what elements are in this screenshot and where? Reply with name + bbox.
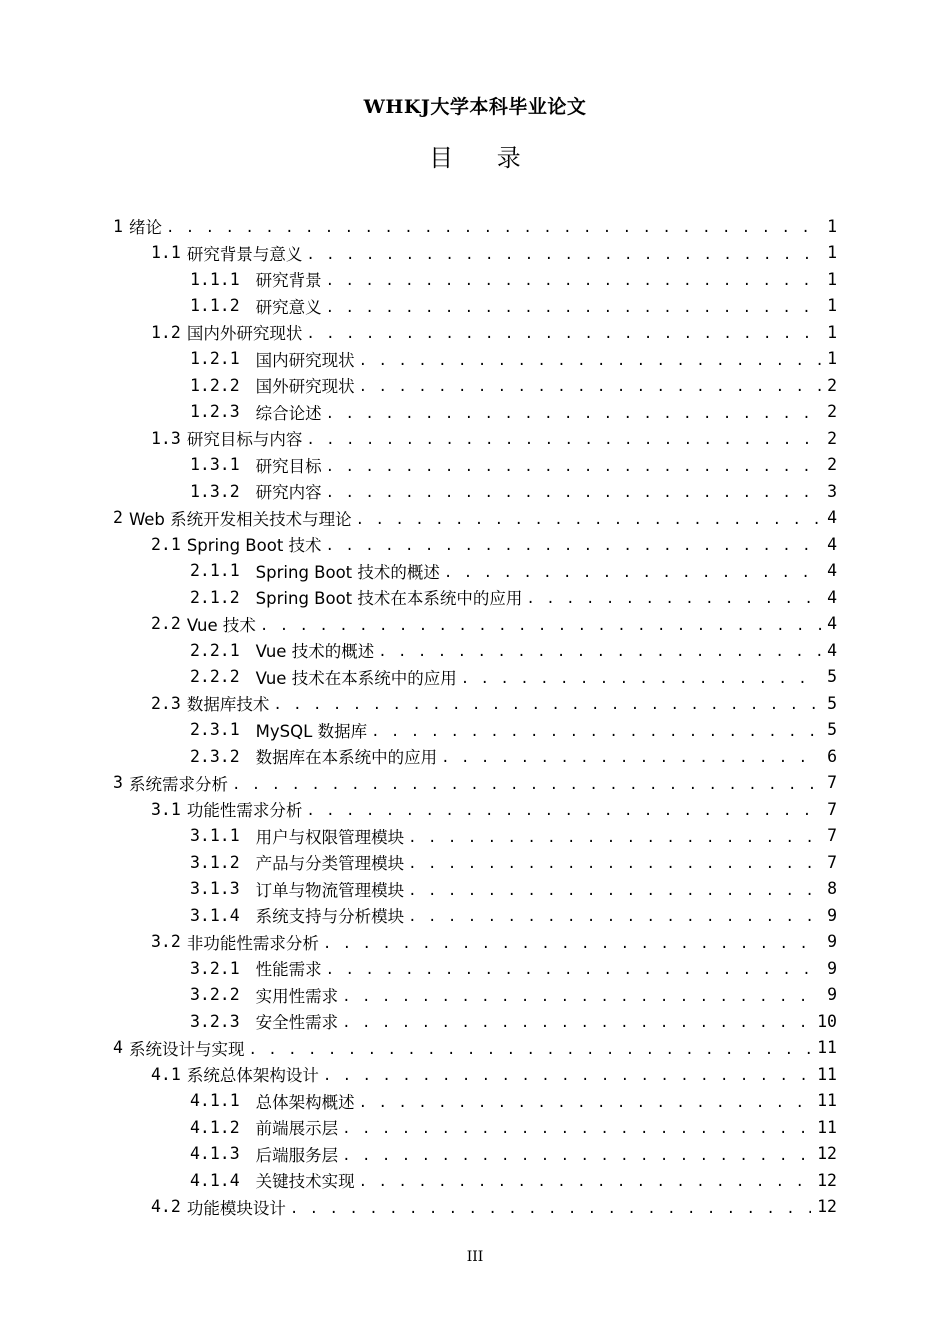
toc-entry-number: 2 bbox=[113, 508, 123, 527]
toc-entry-label: Spring Boot 技术的概述 bbox=[255, 562, 440, 582]
toc-entry[interactable] bbox=[151, 319, 837, 345]
toc-leader-dots bbox=[326, 399, 821, 425]
toc-leader-dots bbox=[323, 1061, 811, 1087]
toc-entry[interactable] bbox=[190, 1008, 837, 1034]
toc-entry[interactable] bbox=[190, 293, 837, 319]
toc-entry[interactable] bbox=[190, 346, 837, 372]
toc-entry-page: 11 bbox=[817, 1038, 837, 1057]
toc-leader-dots bbox=[342, 1114, 811, 1140]
toc-entry-label: Vue 技术 bbox=[186, 615, 256, 635]
toc-entry-page: 9 bbox=[827, 905, 837, 925]
toc-entry-label: Spring Boot 技术在本系统中的应用 bbox=[255, 589, 523, 608]
toc-entry[interactable] bbox=[190, 1167, 837, 1193]
toc-entry-label: 功能性需求分析 bbox=[186, 801, 303, 820]
toc-entry-number: 2.3 bbox=[151, 693, 181, 713]
toc-entry-number: 2.2.1 bbox=[190, 640, 240, 660]
toc-entry[interactable] bbox=[190, 1141, 837, 1167]
toc-entry[interactable] bbox=[190, 982, 837, 1008]
toc-entry[interactable] bbox=[190, 717, 837, 743]
toc-entry-label: 后端服务层 bbox=[255, 1145, 339, 1165]
toc-entry[interactable] bbox=[190, 1114, 837, 1140]
toc-entry-page: 4 bbox=[827, 534, 837, 554]
toc-entry-number: 3.2.2 bbox=[190, 985, 240, 1004]
toc-leader-dots bbox=[371, 717, 821, 743]
toc-entry-label: 系统支持与分析模块 bbox=[255, 907, 405, 926]
toc-entry-page: 10 bbox=[817, 1011, 837, 1031]
toc-entry-number: 3.2.1 bbox=[190, 958, 240, 978]
toc-entry[interactable] bbox=[113, 770, 837, 796]
toc-entry[interactable] bbox=[190, 399, 837, 425]
toc-entry-label: MySQL 数据库 bbox=[255, 721, 368, 741]
toc-entry-label: 研究意义 bbox=[255, 297, 322, 317]
toc-entry[interactable] bbox=[151, 929, 837, 955]
toc-entry[interactable] bbox=[190, 876, 837, 902]
toc-entry[interactable] bbox=[190, 372, 837, 398]
toc-entry-page: 11 bbox=[817, 1091, 837, 1110]
toc-entry[interactable] bbox=[190, 849, 837, 875]
toc-entry-number: 1.2 bbox=[151, 322, 181, 342]
toc-entry-page: 4 bbox=[827, 508, 837, 527]
toc-leader-dots bbox=[408, 902, 821, 928]
toc-entry[interactable] bbox=[151, 240, 837, 266]
toc-entry-page: 5 bbox=[827, 667, 837, 686]
toc-leader-dots bbox=[248, 1035, 811, 1061]
toc-leader-dots bbox=[378, 637, 821, 663]
toc-entry-number: 4.1.3 bbox=[190, 1144, 240, 1163]
toc-entry[interactable] bbox=[151, 531, 837, 557]
toc-leader-dots bbox=[359, 346, 821, 372]
toc-entry-page: 9 bbox=[827, 958, 837, 978]
toc-entry-page: 4 bbox=[827, 587, 837, 607]
toc-entry-page: 1 bbox=[827, 269, 837, 289]
toc-entry-label: 国内研究现状 bbox=[255, 350, 355, 370]
toc-leader-dots bbox=[326, 478, 821, 504]
toc-entry-number: 2.3.2 bbox=[190, 746, 240, 766]
toc-entry-label: 研究内容 bbox=[255, 483, 322, 502]
toc-entry-page: 1 bbox=[827, 216, 837, 236]
toc-entry-label: 研究背景与意义 bbox=[186, 244, 303, 264]
toc-entry-number: 1.2.1 bbox=[190, 349, 240, 368]
toc-entry-number: 1.1.1 bbox=[190, 269, 240, 289]
toc-entry-number: 3 bbox=[113, 773, 123, 792]
toc-entry-label: 非功能性需求分析 bbox=[186, 933, 319, 953]
toc-entry-number: 4 bbox=[113, 1038, 123, 1057]
toc-entry-page: 11 bbox=[817, 1064, 837, 1084]
toc-entry-page: 5 bbox=[827, 693, 837, 713]
toc-leader-dots bbox=[444, 558, 821, 584]
toc-entry[interactable] bbox=[190, 266, 837, 292]
toc-entry-page: 2 bbox=[827, 375, 837, 395]
toc-entry-label: 产品与分类管理模块 bbox=[255, 854, 405, 873]
toc-leader-dots bbox=[359, 1167, 811, 1193]
toc-entry-label: Web 系统开发相关技术与理论 bbox=[128, 509, 352, 529]
toc-leader-dots bbox=[342, 1141, 811, 1167]
toc-entry-number: 2.3.1 bbox=[190, 720, 240, 739]
toc-leader-dots bbox=[461, 664, 821, 690]
toc-entry[interactable] bbox=[190, 743, 837, 769]
toc-leader-dots bbox=[408, 849, 821, 875]
toc-entry-page: 2 bbox=[827, 455, 837, 474]
toc-leader-dots bbox=[290, 1194, 811, 1220]
toc-entry[interactable] bbox=[190, 584, 837, 610]
toc-entry[interactable] bbox=[190, 902, 837, 928]
toc-entry-page: 3 bbox=[827, 481, 837, 501]
toc-entry-page: 2 bbox=[827, 428, 837, 448]
toc-entry-number: 4.1 bbox=[151, 1064, 181, 1084]
toc-leader-dots bbox=[326, 955, 821, 981]
toc-entry-page: 7 bbox=[827, 826, 837, 845]
toc-entry-page: 12 bbox=[817, 1144, 837, 1163]
toc-leader-dots bbox=[342, 982, 821, 1008]
toc-entry-page: 9 bbox=[827, 985, 837, 1004]
toc-entry-number: 1.3.2 bbox=[190, 481, 240, 501]
toc-leader-dots bbox=[326, 531, 822, 557]
toc-title: 目 录 bbox=[429, 144, 539, 172]
page-number: III bbox=[466, 1249, 484, 1265]
toc-entry-page: 6 bbox=[827, 746, 837, 766]
toc-entry[interactable] bbox=[190, 955, 837, 981]
toc-entry-number: 1.3.1 bbox=[190, 455, 240, 474]
toc-entry-label: 综合论述 bbox=[255, 403, 322, 423]
toc-leader-dots bbox=[306, 425, 821, 451]
toc-leader-dots bbox=[166, 213, 821, 239]
toc-entry-number: 3.1.3 bbox=[190, 879, 240, 898]
toc-entry-number: 4.1.2 bbox=[190, 1117, 240, 1137]
toc-entry-label: Vue 技术在本系统中的应用 bbox=[255, 668, 457, 688]
toc-entry-page: 4 bbox=[827, 614, 837, 633]
toc-entry[interactable] bbox=[113, 505, 837, 531]
toc-entry-number: 3.2.3 bbox=[190, 1011, 240, 1031]
toc-entry-page: 1 bbox=[827, 349, 837, 368]
toc-entry-page: 1 bbox=[827, 322, 837, 342]
document-header: WHKJ大学本科毕业论文 bbox=[363, 96, 587, 118]
toc-entry-page: 2 bbox=[827, 402, 837, 421]
toc-leader-dots bbox=[359, 372, 821, 398]
toc-entry-number: 2.2 bbox=[151, 614, 181, 633]
toc-entry-number: 4.2 bbox=[151, 1197, 181, 1216]
toc-entry-page: 7 bbox=[827, 852, 837, 872]
toc-entry-number: 2.1.1 bbox=[190, 561, 240, 580]
toc-leader-dots bbox=[326, 293, 821, 319]
toc-entry[interactable] bbox=[190, 1088, 837, 1114]
toc-entry-page: 7 bbox=[827, 799, 837, 819]
toc-entry[interactable] bbox=[151, 1061, 837, 1087]
toc-entry-number: 1.3 bbox=[151, 428, 181, 448]
toc-leader-dots bbox=[356, 505, 821, 531]
toc-entry[interactable] bbox=[151, 425, 837, 451]
toc-entry-number: 3.1 bbox=[151, 799, 181, 819]
toc-entry-page: 1 bbox=[827, 296, 837, 315]
toc-entry[interactable] bbox=[151, 690, 837, 716]
toc-leader-dots bbox=[306, 319, 821, 345]
toc-entry-page: 4 bbox=[827, 640, 837, 660]
toc-leader-dots bbox=[342, 1008, 811, 1034]
toc-leader-dots bbox=[441, 743, 821, 769]
toc-leader-dots bbox=[306, 240, 821, 266]
toc-leader-dots bbox=[408, 876, 821, 902]
toc-leader-dots bbox=[323, 929, 821, 955]
toc-entry-page: 7 bbox=[827, 773, 837, 792]
toc-entry-label: 数据库技术 bbox=[186, 695, 270, 714]
toc-leader-dots bbox=[526, 584, 821, 610]
toc-entry-page: 5 bbox=[827, 720, 837, 739]
toc-leader-dots bbox=[326, 266, 821, 292]
toc-entry-page: 12 bbox=[817, 1170, 837, 1190]
toc-entry-label: 研究背景 bbox=[255, 271, 322, 290]
toc-entry[interactable] bbox=[190, 558, 837, 584]
toc-entry-number: 2.1.2 bbox=[190, 587, 240, 607]
toc-entry-number: 4.1.4 bbox=[190, 1170, 240, 1190]
toc-entry-label: 系统总体架构设计 bbox=[186, 1066, 319, 1085]
toc-leader-dots bbox=[326, 452, 821, 478]
toc-entry[interactable] bbox=[113, 213, 837, 239]
toc-entry-label: 关键技术实现 bbox=[255, 1172, 355, 1191]
toc-entry-number: 3.1.4 bbox=[190, 905, 240, 925]
toc-entry-page: 8 bbox=[827, 879, 837, 898]
toc-entry-number: 2.1 bbox=[151, 534, 181, 554]
toc-entry-label: 数据库在本系统中的应用 bbox=[255, 748, 438, 767]
toc-entry-label: 前端展示层 bbox=[255, 1119, 339, 1138]
toc-entry-label: 绪论 bbox=[128, 218, 162, 237]
toc-entry-page: 11 bbox=[817, 1117, 837, 1137]
toc-entry-number: 2.2.2 bbox=[190, 667, 240, 686]
toc-entry-label: 国内外研究现状 bbox=[186, 324, 303, 343]
toc-entry-label: 性能需求 bbox=[255, 960, 322, 979]
toc-entry[interactable] bbox=[151, 796, 837, 822]
toc-entry-number: 3.2 bbox=[151, 932, 181, 951]
toc-leader-dots bbox=[273, 690, 821, 716]
toc-entry-label: 功能模块设计 bbox=[186, 1198, 286, 1218]
toc-entry[interactable] bbox=[190, 823, 837, 849]
toc-leader-dots bbox=[260, 611, 821, 637]
toc-entry-label: 国外研究现状 bbox=[255, 377, 355, 396]
toc-entry-label: 实用性需求 bbox=[255, 986, 339, 1006]
toc-entry-number: 1.1 bbox=[151, 243, 181, 262]
toc-entry-number: 1.1.2 bbox=[190, 296, 240, 315]
toc-entry-number: 3.1.1 bbox=[190, 826, 240, 845]
toc-entry-number: 3.1.2 bbox=[190, 852, 240, 872]
toc-entry[interactable] bbox=[190, 452, 837, 478]
toc-entry[interactable] bbox=[113, 1035, 837, 1061]
toc-entry-page: 1 bbox=[827, 243, 837, 262]
toc-entry-label: 研究目标 bbox=[255, 456, 322, 476]
toc-entry-page: 9 bbox=[827, 932, 837, 951]
toc-entry-label: 研究目标与内容 bbox=[186, 430, 303, 449]
toc-entry-number: 4.1.1 bbox=[190, 1091, 240, 1110]
toc-leader-dots bbox=[408, 823, 821, 849]
toc-entry[interactable] bbox=[190, 478, 837, 504]
toc-entry-page: 12 bbox=[817, 1197, 837, 1216]
toc-entry-label: 总体架构概述 bbox=[255, 1092, 355, 1112]
toc-entry-label: 用户与权限管理模块 bbox=[255, 827, 405, 847]
toc-entry-number: 1 bbox=[113, 216, 123, 236]
toc-entry-label: Spring Boot 技术 bbox=[186, 536, 322, 555]
toc-leader-dots bbox=[306, 796, 821, 822]
toc-entry-label: 系统需求分析 bbox=[128, 774, 228, 794]
toc-entry-label: 系统设计与实现 bbox=[128, 1039, 245, 1059]
toc-entry-page: 4 bbox=[827, 561, 837, 580]
toc-entry[interactable] bbox=[190, 664, 837, 690]
toc-entry[interactable] bbox=[190, 637, 837, 663]
toc-entry-label: 订单与物流管理模块 bbox=[255, 880, 405, 900]
toc-entry-number: 1.2.3 bbox=[190, 402, 240, 421]
toc-entry[interactable] bbox=[151, 1194, 837, 1220]
toc-entry-label: 安全性需求 bbox=[255, 1013, 339, 1032]
toc-entry[interactable] bbox=[151, 611, 837, 637]
toc-entry-number: 1.2.2 bbox=[190, 375, 240, 395]
toc-entry-label: Vue 技术的概述 bbox=[255, 642, 375, 661]
toc-leader-dots bbox=[232, 770, 821, 796]
toc-leader-dots bbox=[359, 1088, 811, 1114]
